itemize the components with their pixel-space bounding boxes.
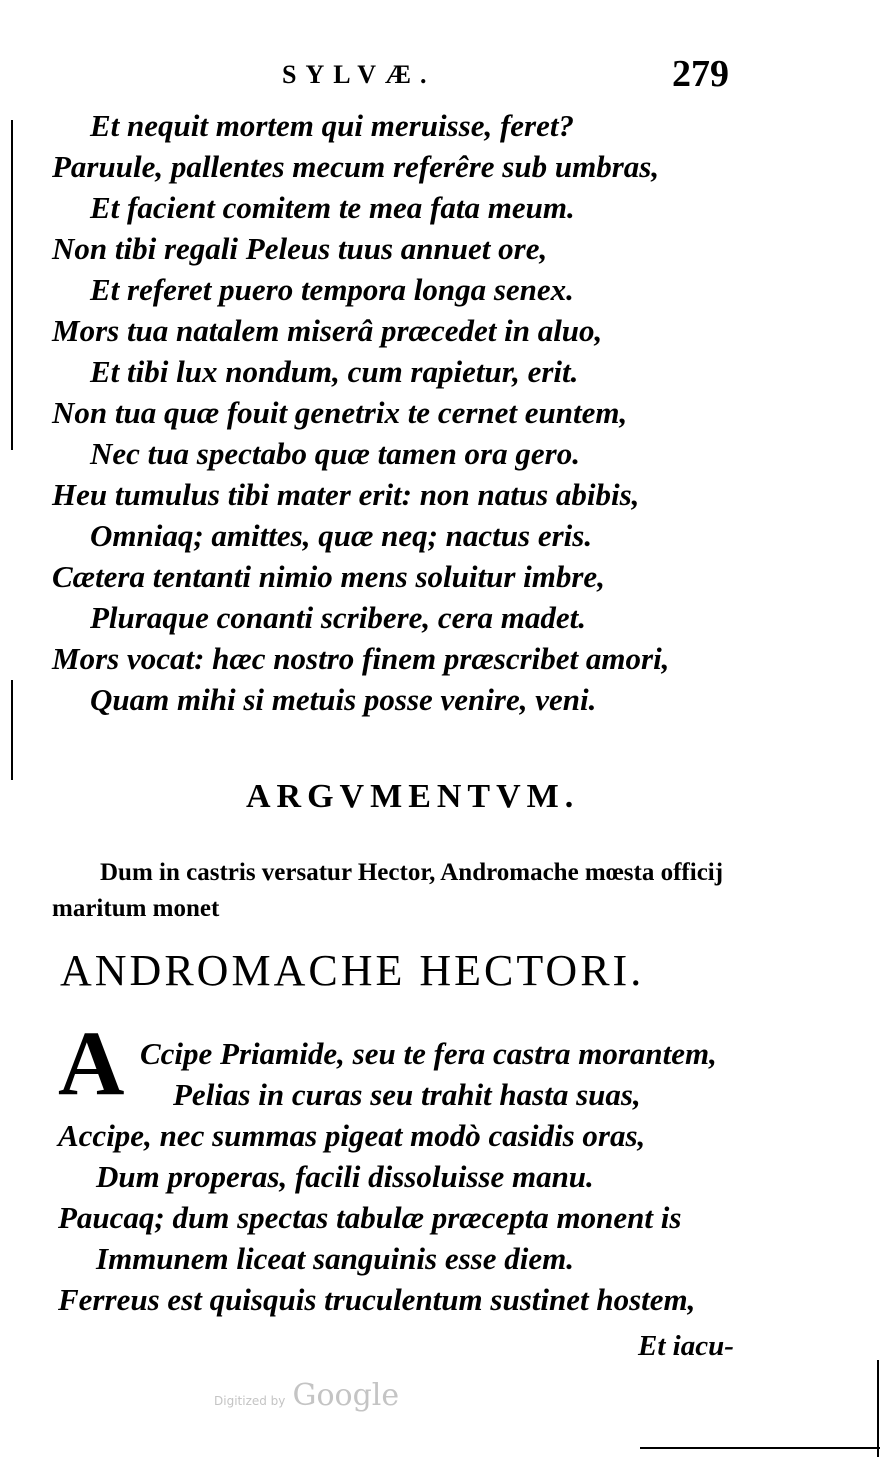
running-title: SYLVÆ. bbox=[282, 60, 436, 89]
verse-line: Cætera tentanti nimio mens soluitur imbre, bbox=[52, 559, 605, 594]
verse-line: Pelias in curas seu trahit hasta suas, bbox=[173, 1077, 641, 1112]
verse-line: Quam mihi si metuis posse venire, veni. bbox=[90, 682, 597, 717]
verse-line: Omniaq; amittes, quæ neq; nactus eris. bbox=[90, 518, 593, 553]
verse-line: Et facient comitem te mea fata meum. bbox=[90, 190, 575, 225]
verse-line: Non tua quæ fouit genetrix te cernet euntem, bbox=[52, 395, 628, 430]
verse-line: Ccipe Priamide, seu te fera castra morantem, bbox=[140, 1036, 717, 1071]
verse-line: Ferreus est quisquis truculentum sustinet hostem, bbox=[58, 1282, 696, 1317]
verse-line: Nec tua spectabo quæ tamen ora gero. bbox=[90, 436, 580, 471]
verse-line: Paucaq; dum spectas tabulæ præcepta monent is bbox=[58, 1200, 682, 1235]
argument-heading: ARGVMENTVM. bbox=[246, 778, 580, 815]
verse-line: Heu tumulus tibi mater erit: non natus abibis, bbox=[52, 477, 640, 512]
verse-line: Mors vocat: hæc nostro finem præscribet amori, bbox=[52, 641, 670, 676]
verse-line: Mors tua natalem miserâ præcedet in aluo, bbox=[52, 313, 603, 348]
verse-line: Et referet puero tempora longa senex. bbox=[90, 272, 574, 307]
watermark-prefix: Digitized by bbox=[214, 1394, 286, 1408]
left-margin-line-lower bbox=[11, 680, 13, 780]
verse-line: Non tibi regali Peleus tuus annuet ore, bbox=[52, 231, 548, 266]
drop-cap: A bbox=[58, 1012, 125, 1114]
verse-line: Accipe, nec summas pigeat modò casidis oras, bbox=[58, 1118, 646, 1153]
page-number: 279 bbox=[672, 53, 729, 95]
verse-line: Dum properas, facili dissoluisse manu. bbox=[96, 1159, 594, 1194]
verse-line: Et tibi lux nondum, cum rapietur, erit. bbox=[90, 354, 579, 389]
epistle-poem bbox=[58, 1033, 878, 1320]
verse-line: Immunem liceat sanguinis esse diem. bbox=[96, 1241, 574, 1276]
verse-line: Et nequit mortem qui meruisse, feret? bbox=[90, 108, 574, 143]
argument-text: Dum in castris versatur Hector, Andromache mœsta officij maritum monet bbox=[52, 859, 724, 922]
catchword: Et iacu- bbox=[638, 1330, 734, 1362]
right-margin-line bbox=[877, 1360, 879, 1457]
digitization-watermark bbox=[214, 1378, 399, 1413]
bottom-rule bbox=[640, 1447, 880, 1449]
verse-line: Paruule, pallentes mecum referêre sub umbras, bbox=[52, 149, 660, 184]
left-margin-line bbox=[11, 120, 13, 450]
watermark-brand: Google bbox=[292, 1378, 400, 1413]
verse-line: Pluraque conanti scribere, cera madet. bbox=[90, 600, 586, 635]
elegy-poem bbox=[52, 105, 872, 720]
section-title: ANDROMACHE HECTORI. bbox=[60, 946, 645, 995]
